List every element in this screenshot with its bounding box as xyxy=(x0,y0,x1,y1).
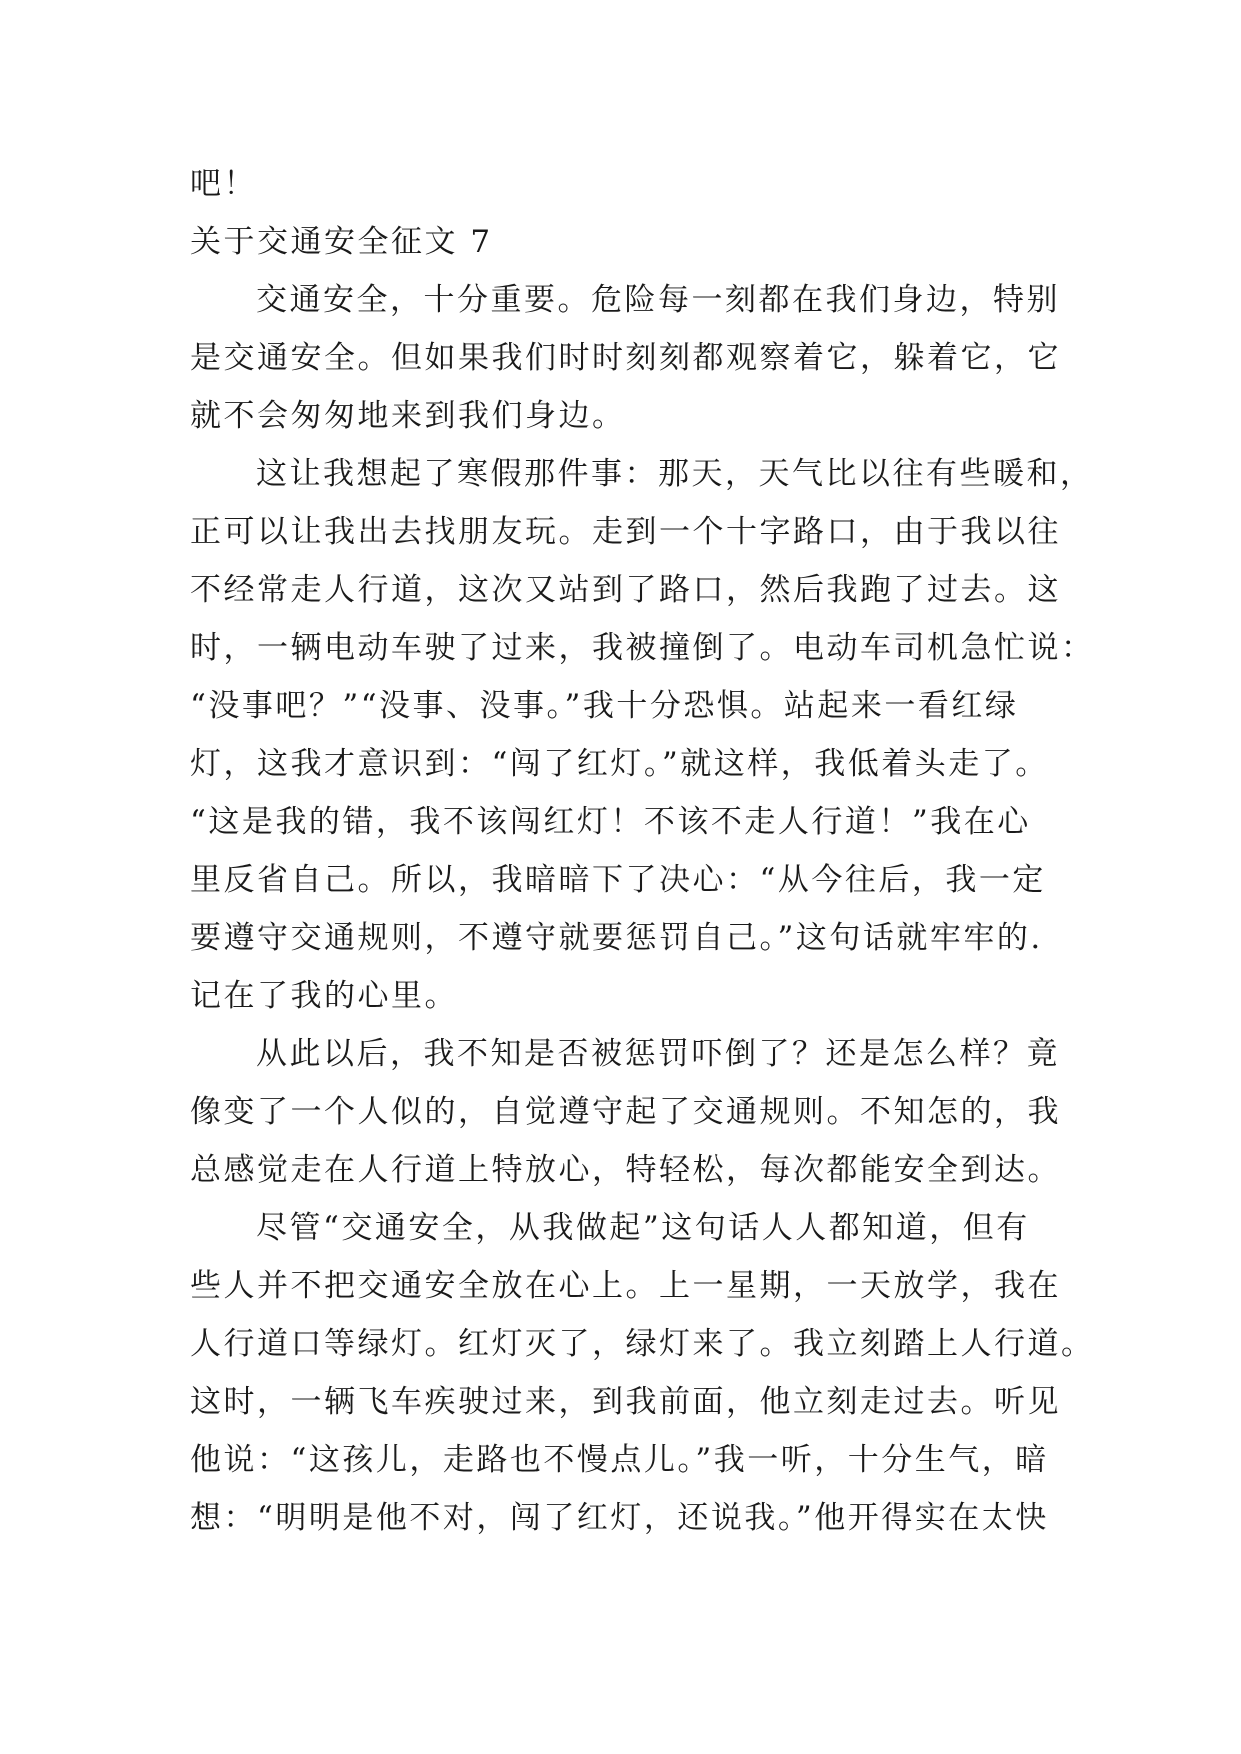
paragraph-line: 正可以让我出去找朋友玩。走到一个十字路口，由于我以往 xyxy=(190,514,1061,550)
paragraph-line: 时，一辆电动车驶了过来，我被撞倒了。电动车司机急忙说： xyxy=(190,630,1095,666)
paragraph-line: 像变了一个人似的，自觉遵守起了交通规则。不知怎的，我 xyxy=(190,1094,1061,1130)
paragraph-line: 里反省自己。所以，我暗暗下了决心：“从今往后，我一定 xyxy=(190,862,1046,898)
paragraph-line: “没事吧？”“没事、没事。”我十分恐惧。站起来一看红绿 xyxy=(190,688,1019,724)
paragraph-line: 人行道口等绿灯。红灯灭了，绿灯来了。我立刻踏上人行道。 xyxy=(190,1326,1095,1362)
text-line: 吧！ xyxy=(190,166,257,202)
paragraph-line: 总感觉走在人行道上特放心，特轻松，每次都能安全到达。 xyxy=(190,1152,1061,1188)
paragraph-line: 就不会匆匆地来到我们身边。 xyxy=(190,398,626,434)
paragraph-line: 不经常走人行道，这次又站到了路口，然后我跑了过去。这 xyxy=(190,572,1061,608)
paragraph-line: 要遵守交通规则，不遵守就要惩罚自己。”这句话就牢牢的. xyxy=(190,920,1043,956)
paragraph-line: 是交通安全。但如果我们时时刻刻都观察着它，躲着它，它 xyxy=(190,340,1061,376)
paragraph-line: 从此以后，我不知是否被惩罚吓倒了？还是怎么样？竟 xyxy=(256,1036,1060,1072)
paragraph-line: 些人并不把交通安全放在心上。上一星期，一天放学，我在 xyxy=(190,1268,1061,1304)
paragraph-line: 他说：“这孩儿，走路也不慢点儿。”我一听，十分生气，暗 xyxy=(190,1442,1049,1478)
paragraph-line: 想：“明明是他不对，闯了红灯，还说我。”他开得实在太快 xyxy=(190,1500,1049,1536)
paragraph-line: 尽管“交通安全，从我做起”这句话人人都知道，但有 xyxy=(256,1210,1030,1246)
paragraph-line: 灯，这我才意识到：“闯了红灯。”就这样，我低着头走了。 xyxy=(190,746,1049,782)
paragraph-line: 记在了我的心里。 xyxy=(190,978,458,1014)
paragraph-line: 这让我想起了寒假那件事：那天，天气比以往有些暖和， xyxy=(256,456,1094,492)
document-body xyxy=(190,155,1095,1547)
section-title: 关于交通安全征文 7 xyxy=(190,224,493,260)
paragraph-line: “这是我的错，我不该闯红灯！不该不走人行道！”我在心 xyxy=(190,804,1031,840)
paragraph-line: 这时，一辆飞车疾驶过来，到我前面，他立刻走过去。听见 xyxy=(190,1384,1061,1420)
paragraph-line: 交通安全，十分重要。危险每一刻都在我们身边，特别 xyxy=(256,282,1060,318)
